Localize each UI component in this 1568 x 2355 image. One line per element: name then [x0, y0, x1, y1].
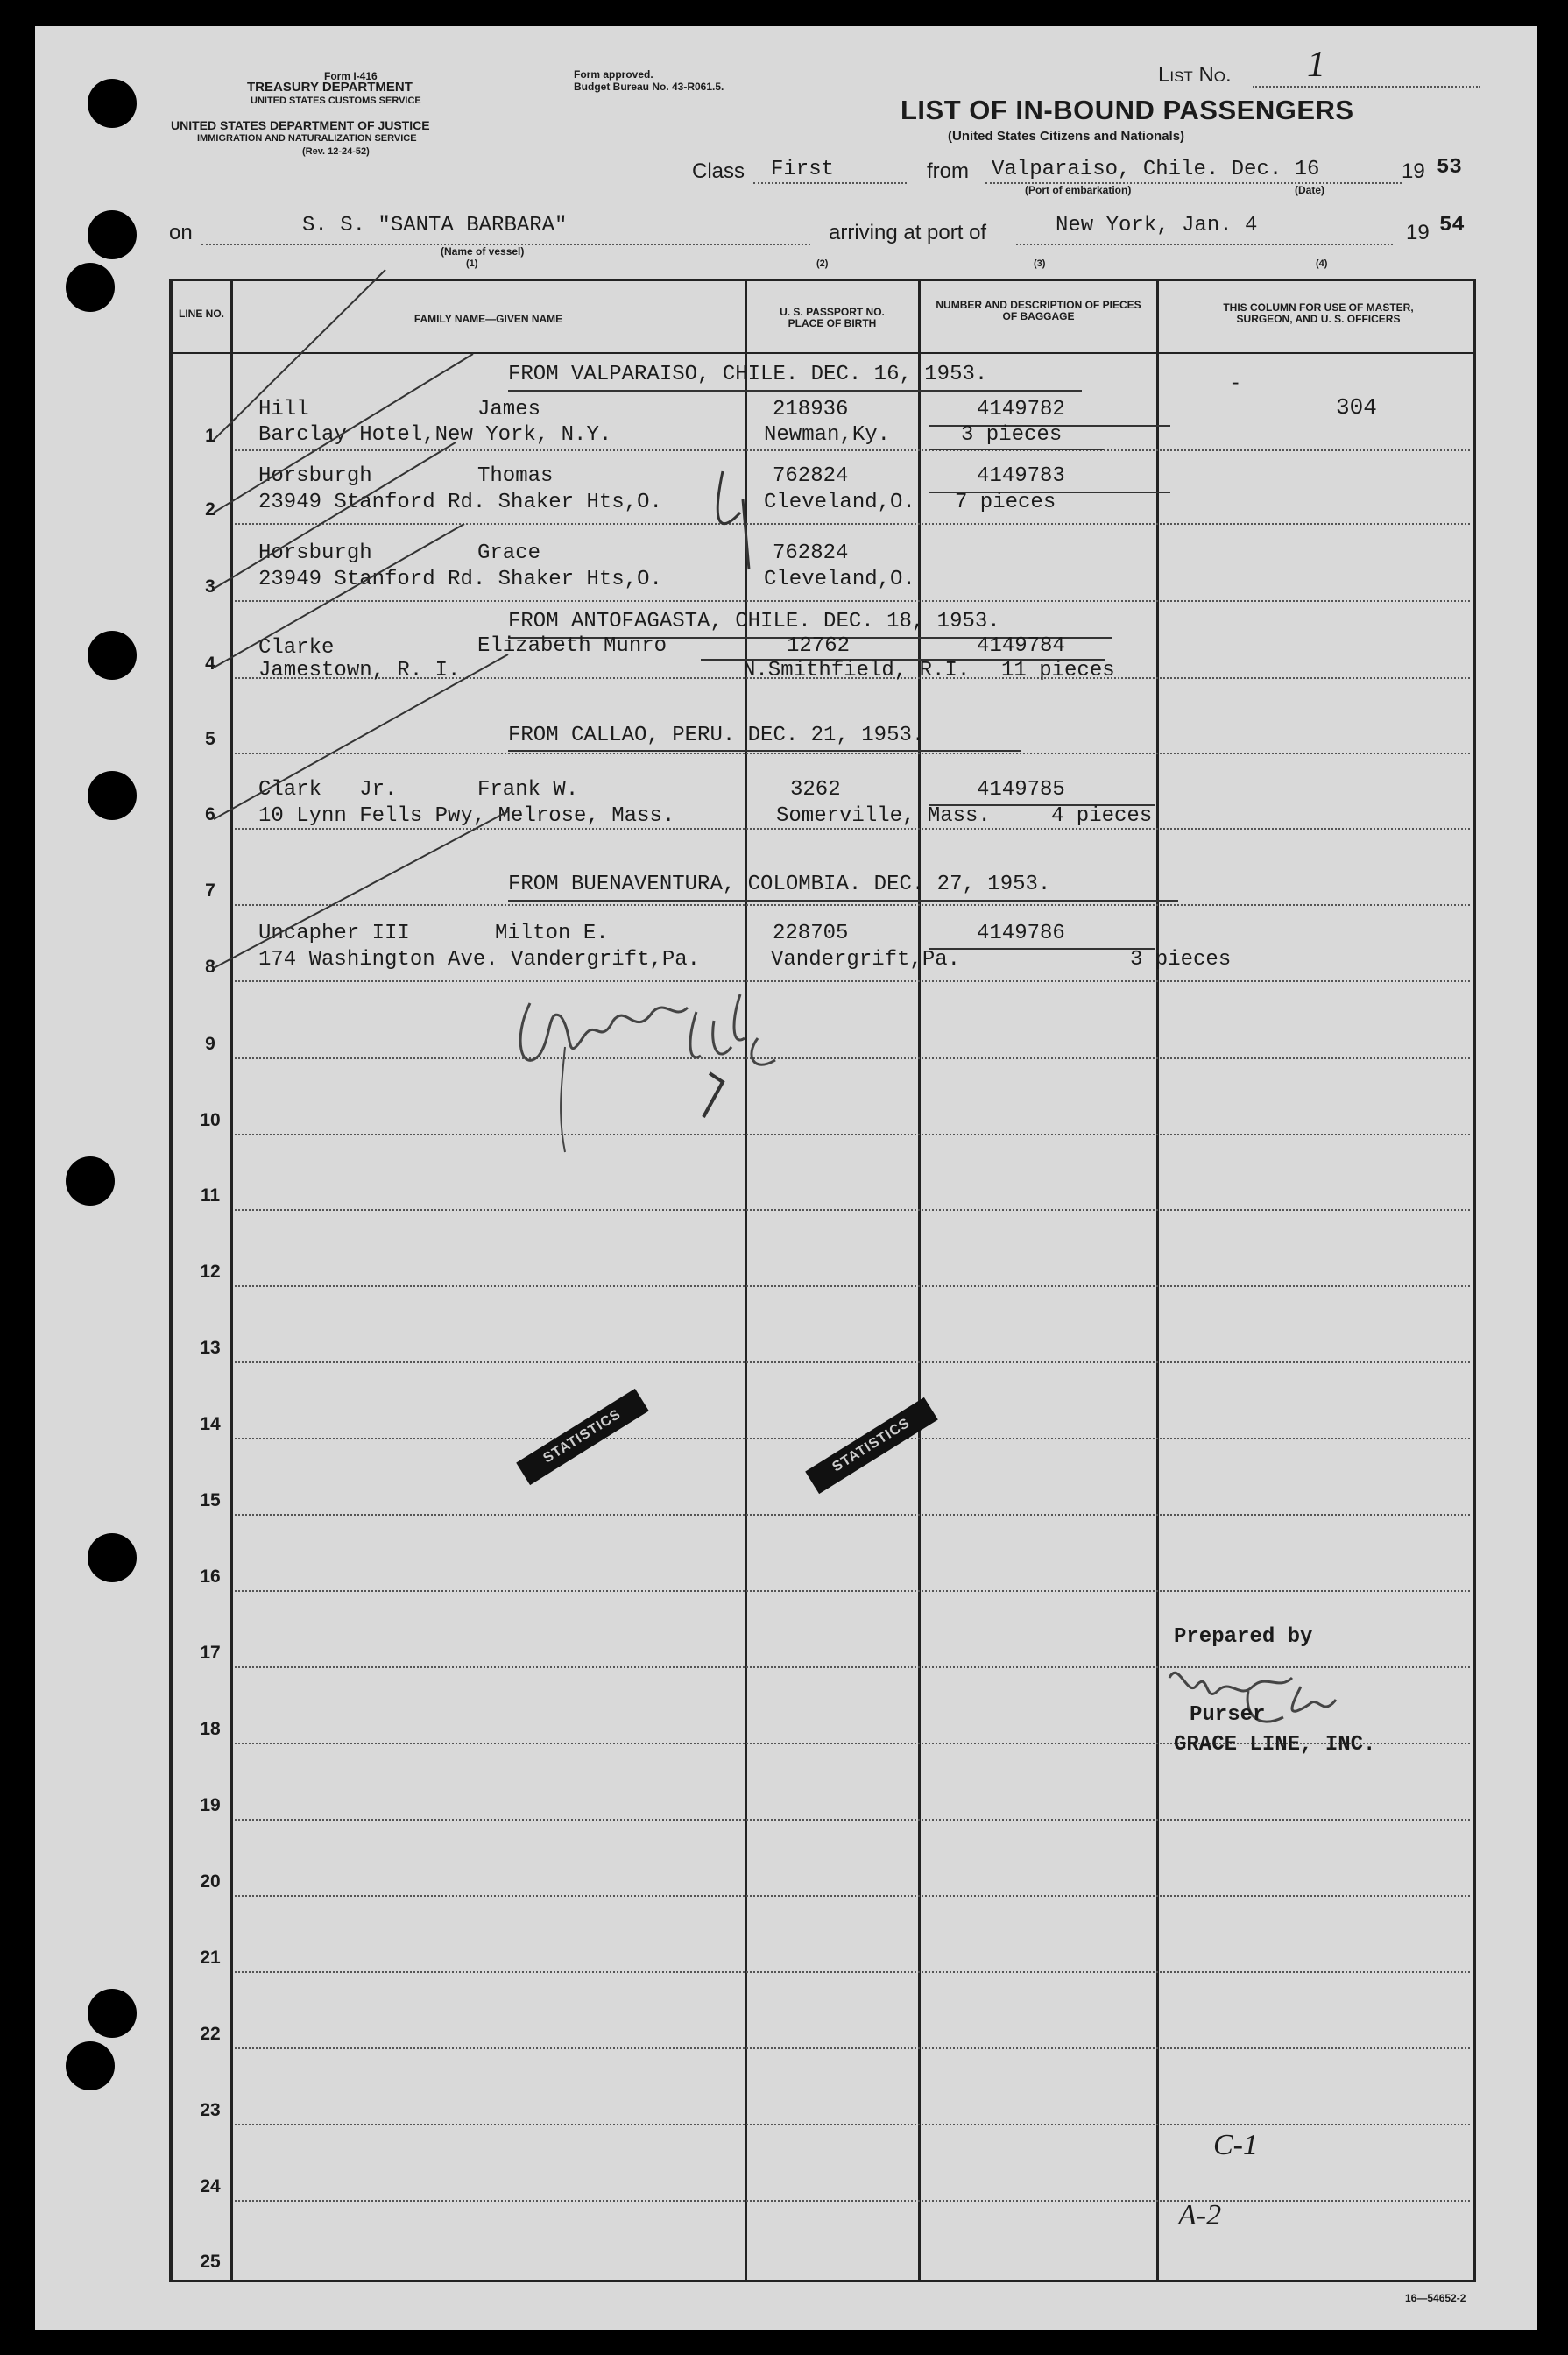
passport-number: 12762	[787, 634, 851, 658]
passenger-given-name: Grace	[477, 541, 541, 565]
line-number: 10	[200, 1110, 221, 1130]
baggage-pieces: 4 pieces	[1051, 804, 1153, 828]
passenger-family-name: Hill	[258, 398, 309, 421]
column-number-4: (4)	[1316, 258, 1328, 269]
passenger-given-name: Milton E.	[495, 922, 609, 945]
class-value: First	[771, 158, 835, 181]
date-caption: (Date)	[1295, 184, 1325, 196]
line-number: 12	[200, 1262, 221, 1282]
passport-number: 762824	[773, 464, 849, 488]
col-header-line-no: LINE NO.	[178, 308, 224, 320]
line-number: 6	[205, 804, 215, 824]
passenger-address: Jamestown, R. I.	[258, 659, 461, 682]
passenger-family-name: Horsburgh	[258, 464, 372, 488]
line-number: 2	[205, 499, 215, 520]
officer-signature	[512, 986, 819, 1161]
passenger-address: 10 Lynn Fells Pwy, Melrose, Mass.	[258, 804, 675, 828]
immigration-service: IMMIGRATION AND NATURALIZATION SERVICE	[197, 133, 417, 144]
on-label: on	[169, 221, 193, 244]
passenger-given-name: Elizabeth Munro	[477, 634, 667, 658]
col-header-baggage: NUMBER AND DESCRIPTION OF PIECES OF BAGGAGE	[936, 299, 1141, 322]
prepared-by-label: Prepared by	[1174, 1625, 1313, 1649]
place-of-birth: N.Smithfield, R.I.	[743, 659, 971, 682]
passenger-family-name: Horsburgh	[258, 541, 372, 565]
passenger-address: 23949 Stanford Rd. Shaker Hts,O.	[258, 491, 662, 514]
passenger-family-name: Clark Jr.	[258, 778, 398, 802]
statistics-stamp: STATISTICS	[805, 1397, 938, 1494]
list-no-value: 1	[1307, 45, 1325, 85]
passenger-address: 23949 Stanford Rd. Shaker Hts,O.	[258, 568, 662, 591]
passenger-address: 174 Washington Ave. Vandergrift,Pa.	[258, 948, 701, 972]
column-number-2: (2)	[816, 258, 829, 269]
line-number: 16	[200, 1566, 221, 1587]
passenger-given-name: Thomas	[477, 464, 554, 488]
line-number: 20	[200, 1871, 221, 1892]
line-number: 18	[200, 1719, 221, 1739]
class-label: Class	[692, 159, 745, 183]
baggage-pieces: 11 pieces	[1001, 659, 1115, 682]
budget-bureau: Budget Bureau No. 43-R061.5.	[574, 81, 724, 93]
form-number: Form I-416	[324, 70, 378, 82]
col-header-name: FAMILY NAME—GIVEN NAME	[413, 313, 563, 325]
year-prefix-1: 19	[1402, 159, 1425, 183]
line-number: 14	[200, 1414, 221, 1434]
year-suffix-2: 54	[1439, 214, 1465, 237]
line-number: 24	[200, 2176, 221, 2196]
col-header-officers: THIS COLUMN FOR USE OF MASTER, SURGEON, AND U. S. OFFICERS	[1223, 301, 1414, 325]
line-number: 11	[200, 1185, 221, 1206]
line-number: 25	[200, 2252, 221, 2272]
col-header-passport: U. S. PASSPORT NO. PLACE OF BIRTH	[780, 306, 885, 329]
section-heading: FROM VALPARAISO, CHILE. DEC. 16, 1953.	[508, 363, 988, 386]
passport-number: 3262	[790, 778, 841, 802]
place-of-birth: Cleveland,O.	[764, 491, 915, 514]
column-number-1: (1)	[466, 258, 478, 269]
line-number: 5	[205, 729, 215, 749]
line-number: 17	[200, 1643, 221, 1663]
passport-number: 762824	[773, 541, 849, 565]
section-heading: FROM CALLAO, PERU. DEC. 21, 1953.	[508, 724, 925, 747]
department-of-justice: UNITED STATES DEPARTMENT OF JUSTICE	[171, 118, 430, 132]
section-heading: FROM ANTOFAGASTA, CHILE. DEC. 18, 1953.	[508, 610, 1000, 633]
baggage-pieces: 3 pieces	[961, 423, 1063, 447]
line-number: 21	[200, 1948, 221, 1968]
baggage-number: 4149782	[977, 398, 1065, 421]
baggage-number: 4149786	[977, 922, 1065, 945]
document-subtitle: (United States Citizens and Nationals)	[948, 129, 1185, 144]
vessel-caption: (Name of vessel)	[441, 245, 525, 258]
passport-number: 218936	[773, 398, 849, 421]
passenger-family-name: Uncapher III	[258, 922, 410, 945]
line-number: 1	[205, 426, 215, 446]
print-code: 16—54652-2	[1405, 2292, 1466, 2304]
from-label: from	[927, 159, 969, 183]
form-approved: Form approved.	[574, 68, 653, 81]
line-number: 15	[200, 1490, 221, 1510]
place-of-birth: Vandergrift,Pa.	[771, 948, 961, 972]
place-of-birth: Cleveland,O.	[764, 568, 915, 591]
arriving-value: New York, Jan. 4	[1056, 214, 1258, 237]
vessel-name: S. S. "SANTA BARBARA"	[302, 214, 568, 237]
line-number: 9	[205, 1034, 215, 1054]
year-suffix-1: 53	[1437, 156, 1462, 180]
treasury-department: TREASURY DEPARTMENT	[247, 80, 413, 95]
passenger-given-name: Frank W.	[477, 778, 579, 802]
passenger-address: Barclay Hotel,New York, N.Y.	[258, 423, 612, 447]
officer-dash: -	[1229, 372, 1242, 396]
officer-note: 304	[1336, 394, 1377, 421]
line-number: 13	[200, 1338, 221, 1358]
customs-service: UNITED STATES CUSTOMS SERVICE	[251, 95, 421, 106]
baggage-pieces: 3 pieces	[1130, 948, 1232, 972]
statistics-stamp: STATISTICS	[516, 1389, 649, 1485]
line-number: 22	[200, 2024, 221, 2044]
section-heading: FROM BUENAVENTURA, COLOMBIA. DEC. 27, 1953.	[508, 873, 1051, 896]
passenger-family-name: Clarke	[258, 636, 335, 660]
line-number: 7	[205, 880, 215, 901]
place-of-birth: Newman,Ky.	[764, 423, 891, 447]
baggage-number: 4149783	[977, 464, 1065, 488]
document-title: LIST OF IN-BOUND PASSENGERS	[901, 95, 1354, 125]
company-name: GRACE LINE, INC.	[1174, 1733, 1376, 1757]
revision-date: (Rev. 12-24-52)	[302, 146, 370, 157]
line-number: 8	[205, 957, 215, 977]
list-no-label: List No.	[1158, 63, 1232, 87]
line-number: 4	[205, 654, 215, 674]
from-value: Valparaiso, Chile. Dec. 16	[992, 158, 1320, 181]
line-number: 3	[205, 576, 215, 597]
arriving-label: arriving at port of	[829, 221, 987, 244]
line-number: 19	[200, 1795, 221, 1815]
port-caption: (Port of embarkation)	[1025, 184, 1132, 196]
handwritten-note-a2: A-2	[1178, 2199, 1222, 2231]
purser-label: Purser	[1190, 1703, 1266, 1727]
baggage-pieces: 7 pieces	[955, 491, 1056, 514]
handwritten-note-c1: C-1	[1213, 2129, 1258, 2161]
year-prefix-2: 19	[1406, 221, 1430, 244]
passenger-given-name: James	[477, 398, 541, 421]
baggage-number: 4149784	[977, 634, 1065, 658]
passport-number: 228705	[773, 922, 849, 945]
line-number: 23	[200, 2100, 221, 2120]
place-of-birth: Somerville, Mass.	[776, 804, 991, 828]
column-number-3: (3)	[1034, 258, 1046, 269]
baggage-number: 4149785	[977, 778, 1065, 802]
